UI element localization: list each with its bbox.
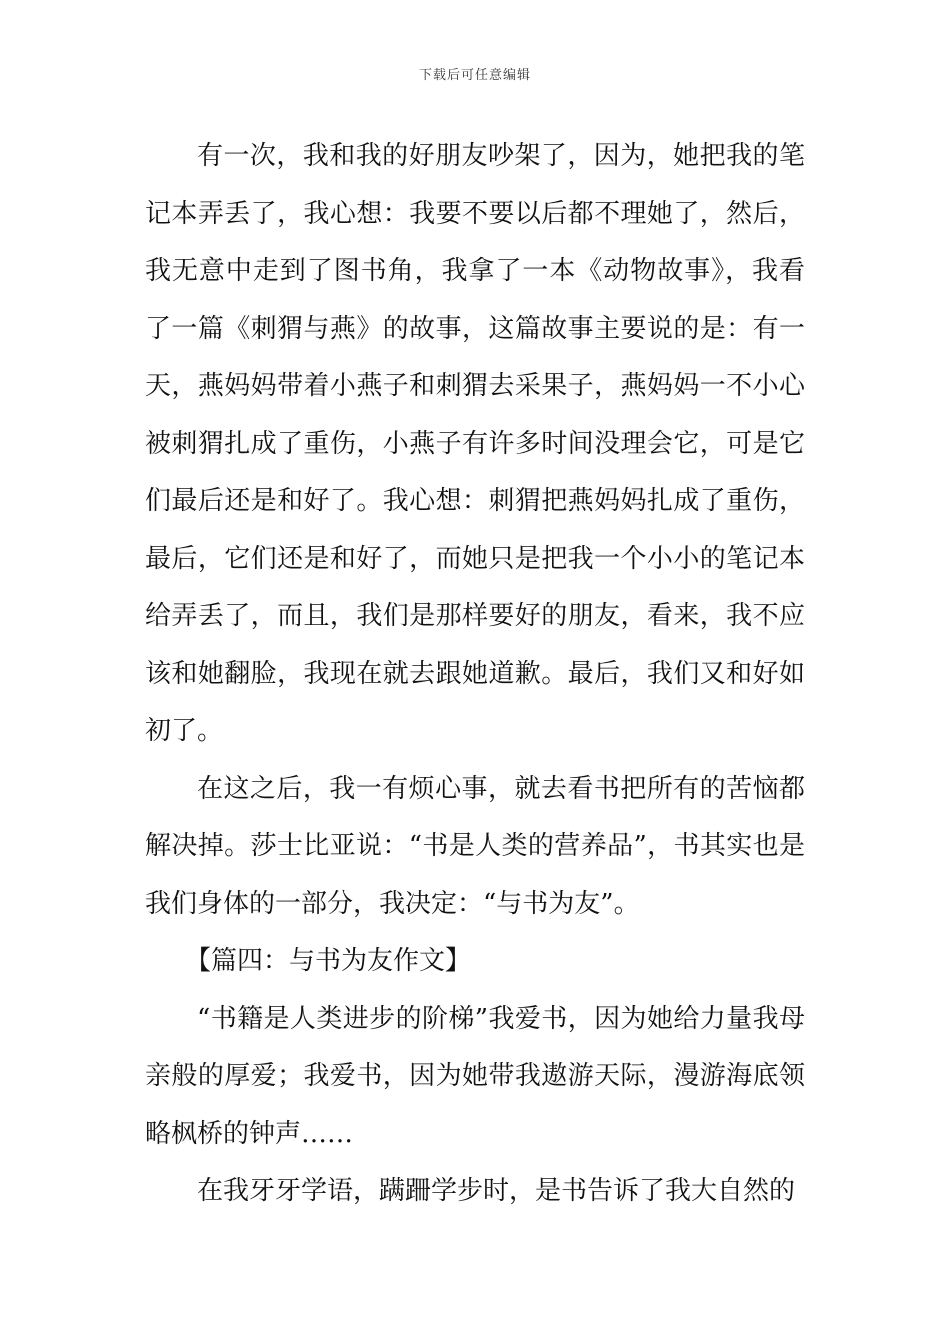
paragraph-2: 在这之后，我一有烦心事，就去看书把所有的苦恼都解决掉。莎士比亚说：“书是人类的营养品”，书其实也是我们身体的一部分，我决定：“与书为友”。 [145,773,805,919]
paragraph-4: 在我牙牙学语，蹒跚学步时，是书告诉了我大自然的 [197,1176,796,1206]
document-body [145,128,805,1221]
paragraph-1: 有一次，我和我的好朋友吵架了，因为，她把我的笔记本弄丢了，我心想：我要不要以后都不理她了，然后，我无意中走到了图书角，我拿了一本《动物故事》，我看了一篇《刺猬与燕》的故事，这篇故事主要说的是：有一天，燕妈妈带着小燕子和刺猬去采果子，燕妈妈一不小心被刺猬扎成了重伤，小燕子有许多时间没理会它，可是它们最后还是和好了。我心想：刺猬把燕妈妈扎成了重伤，最后，它们还是和好了，而她只是把我一个小小的笔记本给弄丢了，而且，我们是那样要好的朋友，看来，我不应该和她翻脸，我现在就去跟她道歉。最后，我们又和好如初了。 [145,141,805,746]
section-heading: 【篇四：与书为友作文】 [185,946,472,976]
page-header: 下载后可任意编辑 [418,68,531,83]
paragraph-3: “书籍是人类进步的阶梯”我爱书，因为她给力量我母亲般的厚爱；我爱书，因为她带我遨游天际，漫游海底领略枫桥的钟声…… [145,1003,805,1149]
